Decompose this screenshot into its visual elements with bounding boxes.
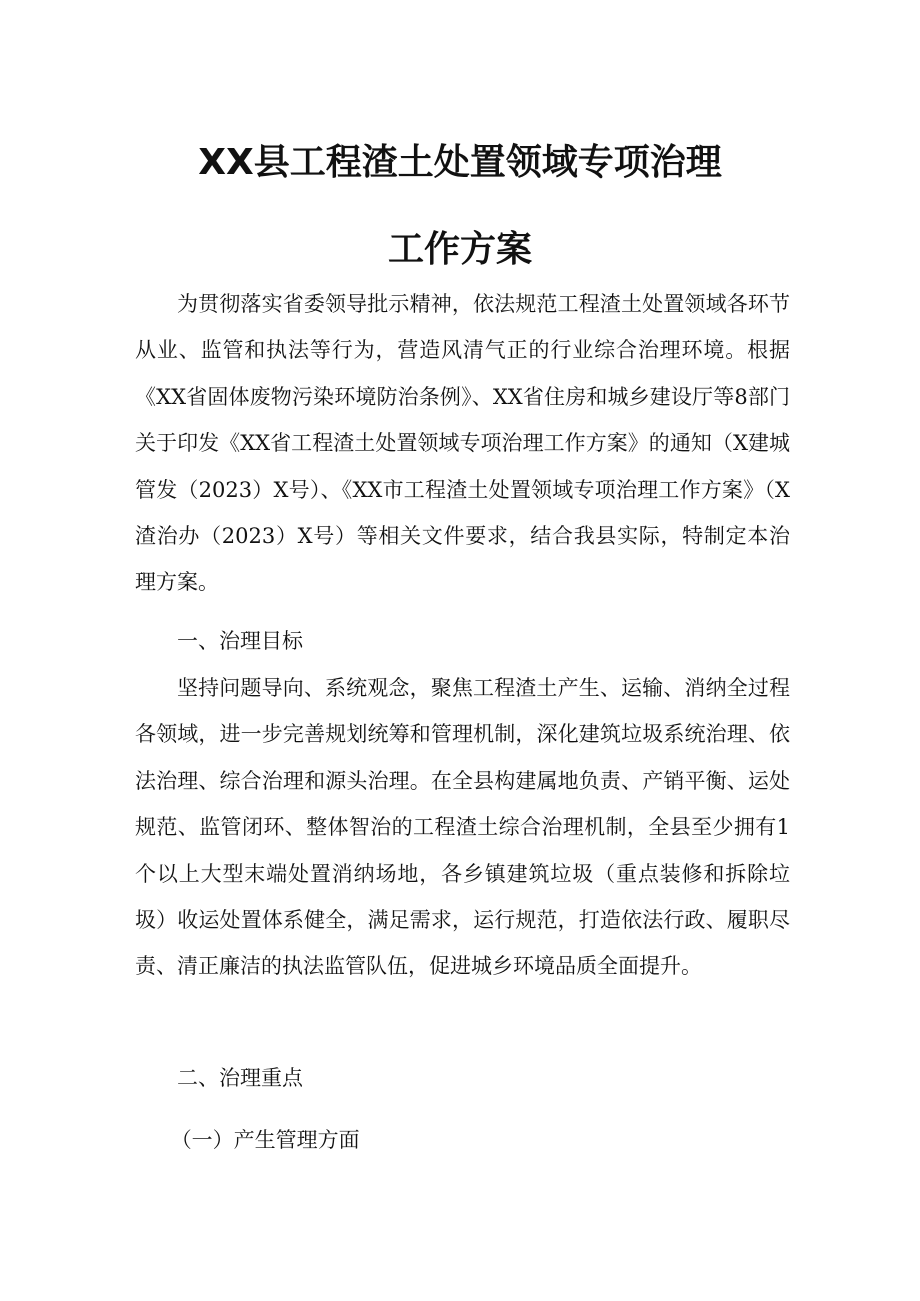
section-heading-goals: 一、治理目标 <box>177 629 303 653</box>
intro-paragraph: 为贯彻落实省委领导批示精神，依法规范工程渣土处置领域各环节从业、监管和执法等行为，营造风清气正的行业综合治理环境。根据《XX省固体废物污染环境防治条例》、XX省住房和城乡建设厅等8部门关于印发《XX省工程渣土处置领域专项治理工作方案》的通知（X建城管发（2023）X号）、《XX市工程渣土处置领域专项治理工作方案》（X渣治办（2023）X号）等相关文件要求，结合我县实际，特制定本治理方案。 <box>135 292 790 595</box>
subsection-heading-production: （一）产生管理方面 <box>170 1128 360 1152</box>
document-title-line-1: XX县工程渣土处置领域专项治理 <box>198 142 722 183</box>
section-heading-focus: 二、治理重点 <box>177 1066 303 1090</box>
goals-paragraph: 坚持问题导向、系统观念，聚焦工程渣土产生、运输、消纳全过程各领域，进一步完善规划统筹和管理机制，深化建筑垃圾系统治理、依法治理、综合治理和源头治理。在全县构建属地负责、产销平衡、运处规范、监管闭环、整体智治的工程渣土综合治理机制，全县至少拥有1个以上大型末端处置消纳场地，各乡镇建筑垃圾（重点装修和拆除垃圾）收运处置体系健全，满足需求，运行规范，打造依法行政、履职尽责、清正廉洁的执法监管队伍，促进城乡环境品质全面提升。 <box>135 676 790 979</box>
document-title-line-2: 工作方案 <box>387 229 532 270</box>
